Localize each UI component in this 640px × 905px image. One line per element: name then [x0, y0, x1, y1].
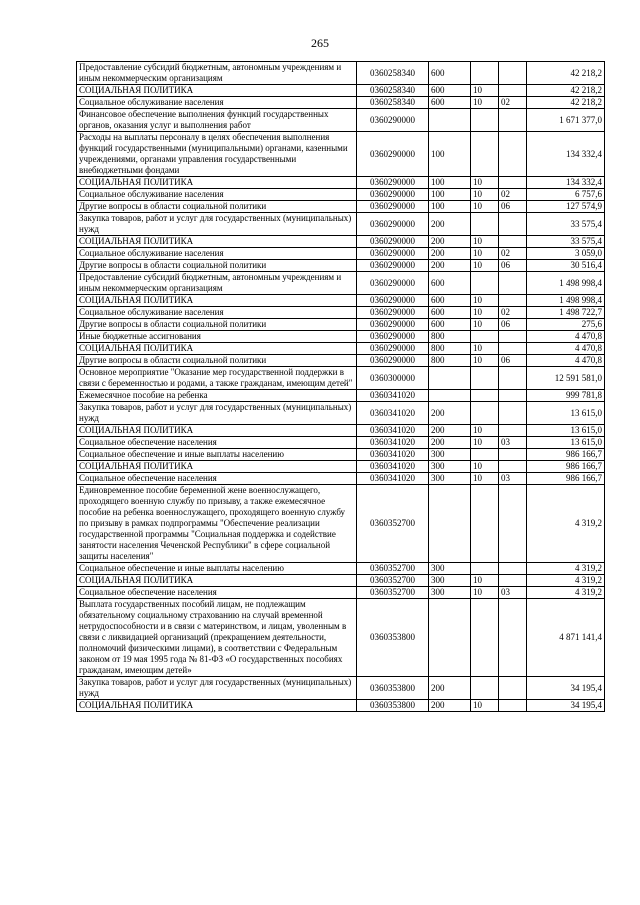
row-rz-cell [471, 390, 499, 402]
row-name-cell: Другие вопросы в области социальной политики [77, 319, 357, 331]
row-pr-cell [499, 236, 527, 248]
row-rz-cell [471, 449, 499, 461]
row-rz-cell: 10 [471, 295, 499, 307]
row-name-cell: Выплата государственных пособий лицам, не подлежащим обязательному социальному страхованию на случай временной нетрудоспособности и в связи с материнством, и лицам, уволенным в связи с ликвидацией организаций (прекращением деятельности, полномочий физическими лицами), в соответствии с Федеральным законом от 19 мая 1995 года № 81-ФЗ «О государственных пособиях гражданам, имеющим детей» [77, 599, 357, 677]
row-code-cell: 0360353800 [357, 677, 429, 700]
row-pr-cell [499, 213, 527, 236]
row-pr-cell: 02 [499, 307, 527, 319]
row-name-cell: Закупка товаров, работ и услуг для государственных (муниципальных) нужд [77, 402, 357, 425]
table-row [77, 599, 605, 677]
table-row [77, 97, 605, 109]
row-sum-cell: 13 615,0 [527, 437, 605, 449]
row-code-cell: 0360290000 [357, 236, 429, 248]
row-code-cell: 0360290000 [357, 307, 429, 319]
row-pr-cell: 06 [499, 355, 527, 367]
row-vr-cell: 300 [429, 473, 471, 485]
row-pr-cell [499, 402, 527, 425]
row-vr-cell: 200 [429, 677, 471, 700]
page-number: 265 [311, 36, 329, 50]
row-code-cell: 0360341020 [357, 473, 429, 485]
row-name-cell: СОЦИАЛЬНАЯ ПОЛИТИКА [77, 425, 357, 437]
row-rz-cell: 10 [471, 236, 499, 248]
table-row [77, 461, 605, 473]
row-name-cell: Закупка товаров, работ и услуг для государственных (муниципальных) нужд [77, 213, 357, 236]
row-pr-cell: 02 [499, 248, 527, 260]
row-sum-cell: 33 575,4 [527, 236, 605, 248]
row-rz-cell: 10 [471, 355, 499, 367]
row-pr-cell [499, 177, 527, 189]
row-vr-cell: 600 [429, 307, 471, 319]
row-pr-cell: 06 [499, 260, 527, 272]
row-code-cell: 0360290000 [357, 201, 429, 213]
row-code-cell: 0360290000 [357, 260, 429, 272]
row-code-cell: 0360290000 [357, 109, 429, 132]
row-vr-cell: 600 [429, 272, 471, 295]
row-vr-cell [429, 485, 471, 563]
row-vr-cell [429, 599, 471, 677]
row-sum-cell: 127 574,9 [527, 201, 605, 213]
table-row [77, 248, 605, 260]
row-code-cell: 0360290000 [357, 189, 429, 201]
table-row [77, 343, 605, 355]
row-vr-cell: 800 [429, 355, 471, 367]
row-vr-cell: 100 [429, 132, 471, 177]
table-row [77, 85, 605, 97]
row-vr-cell: 800 [429, 331, 471, 343]
row-pr-cell [499, 461, 527, 473]
row-name-cell: Другие вопросы в области социальной политики [77, 355, 357, 367]
row-sum-cell: 42 218,2 [527, 85, 605, 97]
row-code-cell: 0360352700 [357, 485, 429, 563]
row-rz-cell: 10 [471, 575, 499, 587]
row-rz-cell: 10 [471, 189, 499, 201]
row-sum-cell: 4 470,8 [527, 331, 605, 343]
row-vr-cell: 200 [429, 700, 471, 712]
row-rz-cell [471, 213, 499, 236]
row-name-cell: СОЦИАЛЬНАЯ ПОЛИТИКА [77, 177, 357, 189]
table-row [77, 189, 605, 201]
table-row [77, 677, 605, 700]
row-rz-cell [471, 677, 499, 700]
row-code-cell: 0360290000 [357, 355, 429, 367]
row-sum-cell: 986 166,7 [527, 449, 605, 461]
row-pr-cell [499, 62, 527, 85]
row-rz-cell [471, 272, 499, 295]
row-pr-cell: 02 [499, 97, 527, 109]
table-row [77, 295, 605, 307]
row-name-cell: СОЦИАЛЬНАЯ ПОЛИТИКА [77, 236, 357, 248]
row-sum-cell: 30 516,4 [527, 260, 605, 272]
row-rz-cell: 10 [471, 85, 499, 97]
row-vr-cell: 300 [429, 587, 471, 599]
row-pr-cell: 06 [499, 319, 527, 331]
row-sum-cell: 986 166,7 [527, 461, 605, 473]
row-pr-cell: 06 [499, 201, 527, 213]
row-name-cell: Другие вопросы в области социальной политики [77, 201, 357, 213]
row-sum-cell: 4 470,8 [527, 343, 605, 355]
row-sum-cell: 134 332,4 [527, 132, 605, 177]
row-pr-cell: 03 [499, 587, 527, 599]
row-rz-cell [471, 331, 499, 343]
row-code-cell: 0360290000 [357, 343, 429, 355]
table-row [77, 236, 605, 248]
row-code-cell: 0360341020 [357, 390, 429, 402]
row-sum-cell: 6 757,6 [527, 189, 605, 201]
row-code-cell: 0360352700 [357, 587, 429, 599]
row-vr-cell: 200 [429, 425, 471, 437]
row-vr-cell: 100 [429, 201, 471, 213]
row-sum-cell: 1 498 722,7 [527, 307, 605, 319]
row-name-cell: СОЦИАЛЬНАЯ ПОЛИТИКА [77, 85, 357, 97]
row-rz-cell [471, 599, 499, 677]
row-code-cell: 0360341020 [357, 449, 429, 461]
row-sum-cell: 1 498 998,4 [527, 295, 605, 307]
row-code-cell: 0360258340 [357, 85, 429, 97]
row-code-cell: 0360290000 [357, 213, 429, 236]
row-code-cell: 0360258340 [357, 97, 429, 109]
row-pr-cell [499, 390, 527, 402]
row-pr-cell [499, 449, 527, 461]
row-pr-cell [499, 575, 527, 587]
table-row [77, 201, 605, 213]
row-sum-cell: 275,6 [527, 319, 605, 331]
row-sum-cell: 4 319,2 [527, 485, 605, 563]
table-row [77, 473, 605, 485]
row-code-cell: 0360352700 [357, 575, 429, 587]
table-row [77, 563, 605, 575]
row-vr-cell: 200 [429, 248, 471, 260]
row-vr-cell: 300 [429, 563, 471, 575]
table-row [77, 62, 605, 85]
row-name-cell: Социальное обеспечение и иные выплаты населению [77, 449, 357, 461]
row-name-cell: Социальное обслуживание населения [77, 248, 357, 260]
row-pr-cell: 03 [499, 437, 527, 449]
row-vr-cell: 300 [429, 575, 471, 587]
table-row [77, 425, 605, 437]
table-row [77, 109, 605, 132]
row-name-cell: Предоставление субсидий бюджетным, автономным учреждениям и иным некоммерческим организациям [77, 62, 357, 85]
row-code-cell: 0360341020 [357, 461, 429, 473]
row-name-cell: СОЦИАЛЬНАЯ ПОЛИТИКА [77, 700, 357, 712]
row-sum-cell: 1 498 998,4 [527, 272, 605, 295]
row-rz-cell: 10 [471, 201, 499, 213]
row-pr-cell [499, 563, 527, 575]
row-rz-cell [471, 62, 499, 85]
row-name-cell: Финансовое обеспечение выполнения функций государственных органов, оказания услуг и выполнения работ [77, 109, 357, 132]
table-row [77, 700, 605, 712]
row-pr-cell: 02 [499, 189, 527, 201]
row-vr-cell: 200 [429, 437, 471, 449]
row-vr-cell: 200 [429, 402, 471, 425]
row-sum-cell: 4 470,8 [527, 355, 605, 367]
row-name-cell: Закупка товаров, работ и услуг для государственных (муниципальных) нужд [77, 677, 357, 700]
row-sum-cell: 4 319,2 [527, 587, 605, 599]
row-rz-cell [471, 402, 499, 425]
row-vr-cell: 600 [429, 319, 471, 331]
row-code-cell: 0360341020 [357, 437, 429, 449]
row-rz-cell: 10 [471, 437, 499, 449]
row-rz-cell: 10 [471, 473, 499, 485]
row-code-cell: 0360290000 [357, 295, 429, 307]
row-rz-cell [471, 367, 499, 390]
row-vr-cell: 600 [429, 295, 471, 307]
table-row [77, 260, 605, 272]
row-name-cell: Иные бюджетные ассигнования [77, 331, 357, 343]
row-pr-cell [499, 85, 527, 97]
row-sum-cell: 12 591 581,0 [527, 367, 605, 390]
row-code-cell: 0360258340 [357, 62, 429, 85]
row-name-cell: СОЦИАЛЬНАЯ ПОЛИТИКА [77, 295, 357, 307]
row-name-cell: Социальное обеспечение населения [77, 587, 357, 599]
row-vr-cell [429, 109, 471, 132]
row-vr-cell [429, 390, 471, 402]
row-vr-cell: 800 [429, 343, 471, 355]
row-sum-cell: 42 218,2 [527, 97, 605, 109]
row-rz-cell: 10 [471, 700, 499, 712]
row-pr-cell [499, 272, 527, 295]
row-vr-cell: 600 [429, 62, 471, 85]
row-code-cell: 0360290000 [357, 331, 429, 343]
row-rz-cell: 10 [471, 307, 499, 319]
row-rz-cell: 10 [471, 177, 499, 189]
row-sum-cell: 34 195,4 [527, 700, 605, 712]
row-rz-cell: 10 [471, 97, 499, 109]
row-sum-cell: 42 218,2 [527, 62, 605, 85]
row-code-cell: 0360290000 [357, 248, 429, 260]
row-rz-cell: 10 [471, 248, 499, 260]
table-row [77, 307, 605, 319]
row-rz-cell: 10 [471, 343, 499, 355]
row-sum-cell: 1 671 377,0 [527, 109, 605, 132]
row-vr-cell: 100 [429, 177, 471, 189]
row-name-cell: СОЦИАЛЬНАЯ ПОЛИТИКА [77, 575, 357, 587]
row-vr-cell [429, 367, 471, 390]
row-pr-cell [499, 367, 527, 390]
row-name-cell: Социальное обеспечение населения [77, 473, 357, 485]
row-rz-cell [471, 109, 499, 132]
row-rz-cell [471, 132, 499, 177]
row-code-cell: 0360290000 [357, 319, 429, 331]
row-name-cell: Другие вопросы в области социальной политики [77, 260, 357, 272]
row-name-cell: Социальное обеспечение и иные выплаты населению [77, 563, 357, 575]
row-rz-cell: 10 [471, 461, 499, 473]
row-code-cell: 0360341020 [357, 402, 429, 425]
row-code-cell: 0360290000 [357, 132, 429, 177]
row-name-cell: Ежемесячное пособие на ребенка [77, 390, 357, 402]
row-rz-cell [471, 563, 499, 575]
row-name-cell: Предоставление субсидий бюджетным, автономным учреждениям и иным некоммерческим организациям [77, 272, 357, 295]
row-vr-cell: 200 [429, 260, 471, 272]
row-sum-cell: 134 332,4 [527, 177, 605, 189]
row-vr-cell: 200 [429, 213, 471, 236]
row-sum-cell: 3 059,0 [527, 248, 605, 260]
row-vr-cell: 600 [429, 97, 471, 109]
table-row [77, 213, 605, 236]
table-row [77, 402, 605, 425]
table-row [77, 355, 605, 367]
table-row [77, 390, 605, 402]
row-sum-cell: 13 615,0 [527, 402, 605, 425]
row-vr-cell: 300 [429, 449, 471, 461]
table-row [77, 367, 605, 390]
row-code-cell: 0360290000 [357, 272, 429, 295]
row-sum-cell: 4 319,2 [527, 563, 605, 575]
row-pr-cell [499, 343, 527, 355]
row-pr-cell [499, 295, 527, 307]
table-row [77, 449, 605, 461]
table-row [77, 132, 605, 177]
row-rz-cell: 10 [471, 260, 499, 272]
table-row [77, 485, 605, 563]
row-name-cell: СОЦИАЛЬНАЯ ПОЛИТИКА [77, 343, 357, 355]
table-row [77, 575, 605, 587]
row-vr-cell: 100 [429, 189, 471, 201]
row-sum-cell: 986 166,7 [527, 473, 605, 485]
table-row [77, 272, 605, 295]
row-pr-cell [499, 132, 527, 177]
budget-table-body [77, 62, 605, 712]
row-name-cell: СОЦИАЛЬНАЯ ПОЛИТИКА [77, 461, 357, 473]
row-pr-cell [499, 700, 527, 712]
row-pr-cell [499, 485, 527, 563]
row-code-cell: 0360353800 [357, 700, 429, 712]
table-row [77, 319, 605, 331]
row-pr-cell [499, 331, 527, 343]
table-row [77, 437, 605, 449]
row-sum-cell: 4 319,2 [527, 575, 605, 587]
row-code-cell: 0360341020 [357, 425, 429, 437]
row-pr-cell: 03 [499, 473, 527, 485]
row-pr-cell [499, 599, 527, 677]
row-name-cell: Социальное обслуживание населения [77, 97, 357, 109]
row-pr-cell [499, 677, 527, 700]
row-sum-cell: 999 781,8 [527, 390, 605, 402]
row-code-cell: 0360300000 [357, 367, 429, 390]
row-sum-cell: 13 615,0 [527, 425, 605, 437]
row-sum-cell: 4 871 141,4 [527, 599, 605, 677]
row-vr-cell: 600 [429, 85, 471, 97]
row-sum-cell: 33 575,4 [527, 213, 605, 236]
row-pr-cell [499, 109, 527, 132]
row-name-cell: Социальное обслуживание населения [77, 307, 357, 319]
row-name-cell: Единовременное пособие беременной жене военнослужащего, проходящего военную службу по призыву, а также ежемесячное пособие на ребенка военнослужащего, проходящего военную службу по призыву в рамках подпрограммы "Обеспечение реализации государственной программы "Социальная поддержка и содействие занятости населения Чеченской Республики" в сфере социальной защиты населения" [77, 485, 357, 563]
row-name-cell: Основное мероприятие "Оказание мер государственной поддержки в связи с беременностью и родами, а также гражданам, имеющим детей" [77, 367, 357, 390]
table-row [77, 331, 605, 343]
row-pr-cell [499, 425, 527, 437]
row-code-cell: 0360353800 [357, 599, 429, 677]
table-row [77, 587, 605, 599]
row-rz-cell: 10 [471, 319, 499, 331]
budget-table [76, 61, 605, 712]
row-name-cell: Расходы на выплаты персоналу в целях обеспечения выполнения функций государственными (муниципальными) органами, казенными учреждениями, органами управления государственными внебюджетными фондами [77, 132, 357, 177]
row-rz-cell [471, 485, 499, 563]
row-rz-cell: 10 [471, 425, 499, 437]
row-name-cell: Социальное обслуживание населения [77, 189, 357, 201]
row-code-cell: 0360290000 [357, 177, 429, 189]
row-code-cell: 0360352700 [357, 563, 429, 575]
table-row [77, 177, 605, 189]
row-name-cell: Социальное обеспечение населения [77, 437, 357, 449]
row-vr-cell: 300 [429, 461, 471, 473]
row-sum-cell: 34 195,4 [527, 677, 605, 700]
row-rz-cell: 10 [471, 587, 499, 599]
row-vr-cell: 200 [429, 236, 471, 248]
